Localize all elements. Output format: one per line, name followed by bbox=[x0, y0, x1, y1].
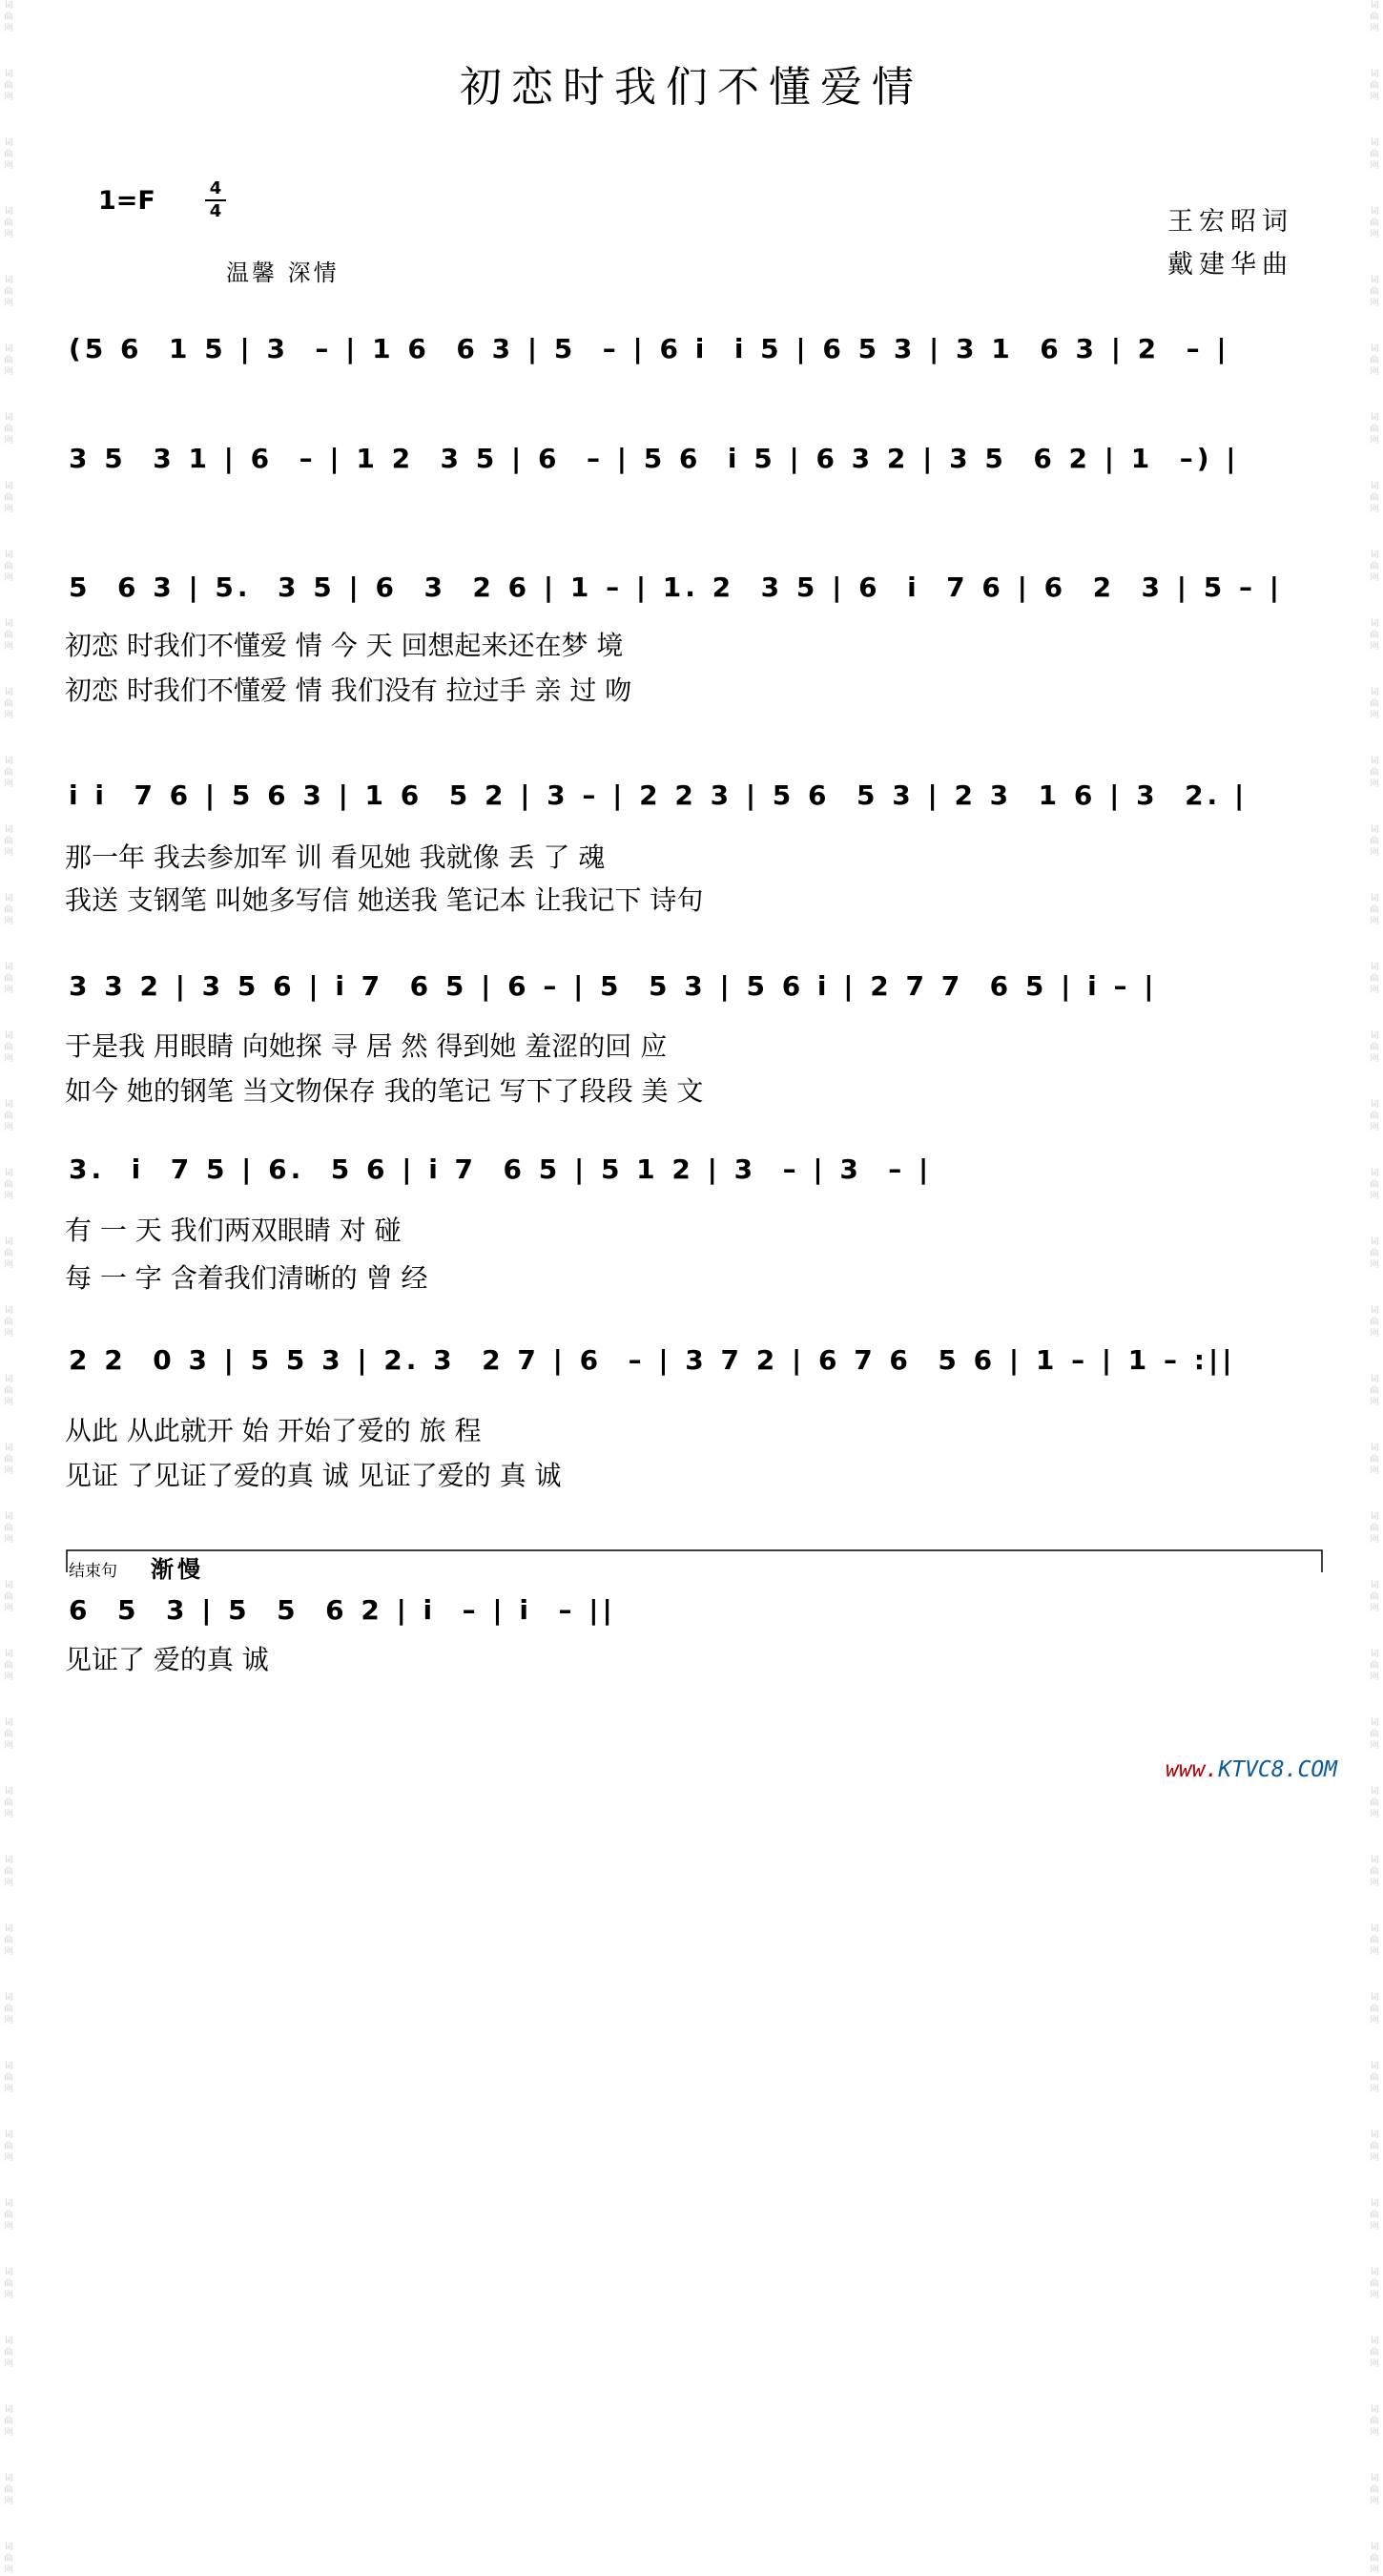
watermark-text: 词曲网 bbox=[1370, 1100, 1379, 1132]
watermark-text: 词曲网 bbox=[1370, 551, 1379, 583]
lyrics-line-6-verse2: 每 一 字 含着我们清晰的 曾 经 bbox=[65, 1262, 428, 1294]
watermark-text: 词曲网 bbox=[1370, 894, 1379, 926]
watermark-text: 词曲网 bbox=[4, 413, 13, 446]
watermark-text: 词曲网 bbox=[1370, 2405, 1379, 2438]
notation-line-5: 3 3 2 | 3 5 6 | i 7 6 5 | 6 – | 5 5 3 | 5 6 i | 2 7 7 6 5 | i – | bbox=[69, 970, 1158, 1002]
watermark-text: 词曲网 bbox=[4, 1512, 13, 1545]
lyrics-line-3-verse1: 初恋 时我们不懂爱 情 今 天 回想起来还在梦 境 bbox=[65, 630, 624, 661]
coda-notation-line: 6 5 3 | 5 5 6 2 | i – | i – || bbox=[69, 1594, 616, 1626]
tempo-marking: 温馨 深情 bbox=[226, 260, 340, 286]
watermark-text: 词曲网 bbox=[4, 2337, 13, 2369]
watermark-text: 词曲网 bbox=[1370, 1, 1379, 33]
watermark-text: 词曲网 bbox=[4, 1306, 13, 1339]
watermark-text: 词曲网 bbox=[4, 344, 13, 377]
lyrics-line-7-verse1: 从此 从此就开 始 开始了爱的 旅 程 bbox=[65, 1415, 482, 1446]
watermark-text: 词曲网 bbox=[1370, 688, 1379, 720]
watermark-text: 词曲网 bbox=[4, 138, 13, 171]
lyrics-line-5-verse2: 如今 她的钢笔 当文物保存 我的笔记 写下了段段 美 文 bbox=[65, 1075, 704, 1107]
notation-line-1: (5 6 1 5 | 3 – | 1 6 6 3 | 5 – | 6 i i 5 | 6 5 3 | 3 1 6 3 | 2 – | bbox=[69, 333, 1230, 364]
notation-line-6: 3. i 7 5 | 6. 5 6 | i 7 6 5 | 5 1 2 | 3 – | 3 – | bbox=[69, 1153, 933, 1185]
notation-line-7: 2 2 0 3 | 5 5 3 | 2. 3 2 7 | 6 – | 3 7 2 | 6 7 6 5 6 | 1 – | 1 – :|| bbox=[69, 1344, 1236, 1376]
lyrics-line-7-verse2: 见证 了见证了爱的真 诚 见证了爱的 真 诚 bbox=[65, 1460, 562, 1491]
watermark-text: 词曲网 bbox=[4, 825, 13, 858]
watermark-text: 词曲网 bbox=[4, 1787, 13, 1819]
watermark-text: 词曲网 bbox=[4, 1718, 13, 1751]
watermark-text: 词曲网 bbox=[1370, 413, 1379, 446]
watermark-text: 词曲网 bbox=[4, 1856, 13, 1888]
watermark-text: 词曲网 bbox=[4, 1100, 13, 1132]
watermark-text: 词曲网 bbox=[1370, 1375, 1379, 1407]
lyrics-line-5-verse1: 于是我 用眼睛 向她探 寻 居 然 得到她 羞涩的回 应 bbox=[65, 1030, 668, 1062]
watermark-text: 词曲网 bbox=[4, 2199, 13, 2232]
watermark-text: 词曲网 bbox=[4, 482, 13, 514]
watermark-text: 词曲网 bbox=[4, 276, 13, 308]
watermark-text: 词曲网 bbox=[4, 1444, 13, 1476]
watermark-text: 词曲网 bbox=[4, 2405, 13, 2438]
lyrics-line-6-verse1: 有 一 天 我们两双眼睛 对 碰 bbox=[65, 1215, 402, 1246]
watermark-text: 词曲网 bbox=[1370, 2268, 1379, 2300]
time-signature-top: 4 bbox=[209, 178, 222, 198]
watermark-text: 词曲网 bbox=[1370, 2474, 1379, 2506]
watermark-text: 词曲网 bbox=[4, 1, 13, 33]
site-watermark-domain: KTVC8.COM bbox=[1218, 1757, 1338, 1782]
watermark-text: 词曲网 bbox=[1370, 2337, 1379, 2369]
watermark-text: 词曲网 bbox=[4, 757, 13, 789]
watermark-text: 词曲网 bbox=[1370, 757, 1379, 789]
notation-line-4: i i 7 6 | 5 6 3 | 1 6 5 2 | 3 – | 2 2 3 | 5 6 5 3 | 2 3 1 6 | 3 2. | bbox=[69, 779, 1249, 811]
watermark-text: 词曲网 bbox=[1370, 1031, 1379, 1064]
watermark-text: 词曲网 bbox=[4, 1993, 13, 2025]
watermark-text: 词曲网 bbox=[1370, 619, 1379, 652]
watermark-text: 词曲网 bbox=[4, 2543, 13, 2575]
watermark-text: 词曲网 bbox=[4, 1375, 13, 1407]
watermark-text: 词曲网 bbox=[1370, 1787, 1379, 1819]
notation-line-3: 5 6 3 | 5. 3 5 | 6 3 2 6 | 1 – | 1. 2 3 5 | 6 i 7 6 | 6 2 3 | 5 – | bbox=[69, 571, 1283, 603]
watermark-text: 词曲网 bbox=[4, 70, 13, 102]
watermark-text: 词曲网 bbox=[1370, 1993, 1379, 2025]
watermark-text: 词曲网 bbox=[4, 2062, 13, 2094]
watermark-text: 词曲网 bbox=[1370, 344, 1379, 377]
watermark-text: 词曲网 bbox=[1370, 1444, 1379, 1476]
watermark-text: 词曲网 bbox=[1370, 1650, 1379, 1682]
song-title: 初恋时我们不懂爱情 bbox=[460, 63, 923, 112]
lyrics-line-3-verse2: 初恋 时我们不懂爱 情 我们没有 拉过手 亲 过 吻 bbox=[65, 675, 632, 706]
watermark-text: 词曲网 bbox=[1370, 1237, 1379, 1270]
watermark-text: 词曲网 bbox=[1370, 2130, 1379, 2163]
watermark-text: 词曲网 bbox=[4, 1237, 13, 1270]
watermark-text: 词曲网 bbox=[4, 1169, 13, 1201]
watermark-text: 词曲网 bbox=[4, 2268, 13, 2300]
watermark-text: 词曲网 bbox=[4, 2130, 13, 2163]
watermark-text: 词曲网 bbox=[4, 894, 13, 926]
watermark-text: 词曲网 bbox=[1370, 963, 1379, 995]
notation-line-2: 3 5 3 1 | 6 – | 1 2 3 5 | 6 – | 5 6 i 5 | 6 3 2 | 3 5 6 2 | 1 –) | bbox=[69, 443, 1240, 474]
coda-label: 结束句 bbox=[69, 1562, 117, 1581]
watermark-text: 词曲网 bbox=[1370, 1306, 1379, 1339]
site-watermark bbox=[1166, 1757, 1337, 1782]
key-signature: 1=F bbox=[98, 186, 155, 216]
watermark-text: 词曲网 bbox=[1370, 138, 1379, 171]
watermark-text: 词曲网 bbox=[4, 1924, 13, 1957]
watermark-text: 词曲网 bbox=[4, 1650, 13, 1682]
watermark-text: 词曲网 bbox=[4, 2474, 13, 2506]
coda-lyrics: 见证了 爱的真 诚 bbox=[65, 1644, 269, 1675]
watermark-text: 词曲网 bbox=[1370, 207, 1379, 239]
watermark-text: 词曲网 bbox=[1370, 70, 1379, 102]
watermark-text: 词曲网 bbox=[4, 1581, 13, 1613]
lyricist-credit: 王宏昭词 bbox=[1167, 207, 1293, 237]
watermark-text: 词曲网 bbox=[1370, 1856, 1379, 1888]
watermark-text: 词曲网 bbox=[4, 963, 13, 995]
watermark-text: 词曲网 bbox=[1370, 825, 1379, 858]
site-watermark-prefix: www. bbox=[1166, 1757, 1219, 1782]
watermark-text: 词曲网 bbox=[1370, 276, 1379, 308]
watermark-text: 词曲网 bbox=[1370, 1924, 1379, 1957]
watermark-text: 词曲网 bbox=[4, 551, 13, 583]
coda-bracket bbox=[67, 1550, 1322, 1572]
watermark-text: 词曲网 bbox=[1370, 1581, 1379, 1613]
watermark-text: 词曲网 bbox=[1370, 2543, 1379, 2575]
watermark-text: 词曲网 bbox=[1370, 482, 1379, 514]
watermark-text: 词曲网 bbox=[4, 619, 13, 652]
watermark-text: 词曲网 bbox=[4, 1031, 13, 1064]
composer-credit: 戴建华曲 bbox=[1167, 250, 1293, 280]
watermark-text: 词曲网 bbox=[4, 688, 13, 720]
watermark-text: 词曲网 bbox=[1370, 2062, 1379, 2094]
lyrics-line-4-verse2: 我送 支钢笔 叫她多写信 她送我 笔记本 让我记下 诗句 bbox=[65, 884, 704, 916]
watermark-text: 词曲网 bbox=[1370, 1169, 1379, 1201]
watermark-text: 词曲网 bbox=[1370, 1718, 1379, 1751]
lyrics-line-4-verse1: 那一年 我去参加军 训 看见她 我就像 丢 了 魂 bbox=[65, 841, 606, 873]
watermark-text: 词曲网 bbox=[1370, 2199, 1379, 2232]
coda-tempo: 渐慢 bbox=[151, 1556, 204, 1583]
time-signature-bottom: 4 bbox=[209, 201, 222, 221]
watermark-text: 词曲网 bbox=[4, 207, 13, 239]
watermark-text: 词曲网 bbox=[1370, 1512, 1379, 1545]
